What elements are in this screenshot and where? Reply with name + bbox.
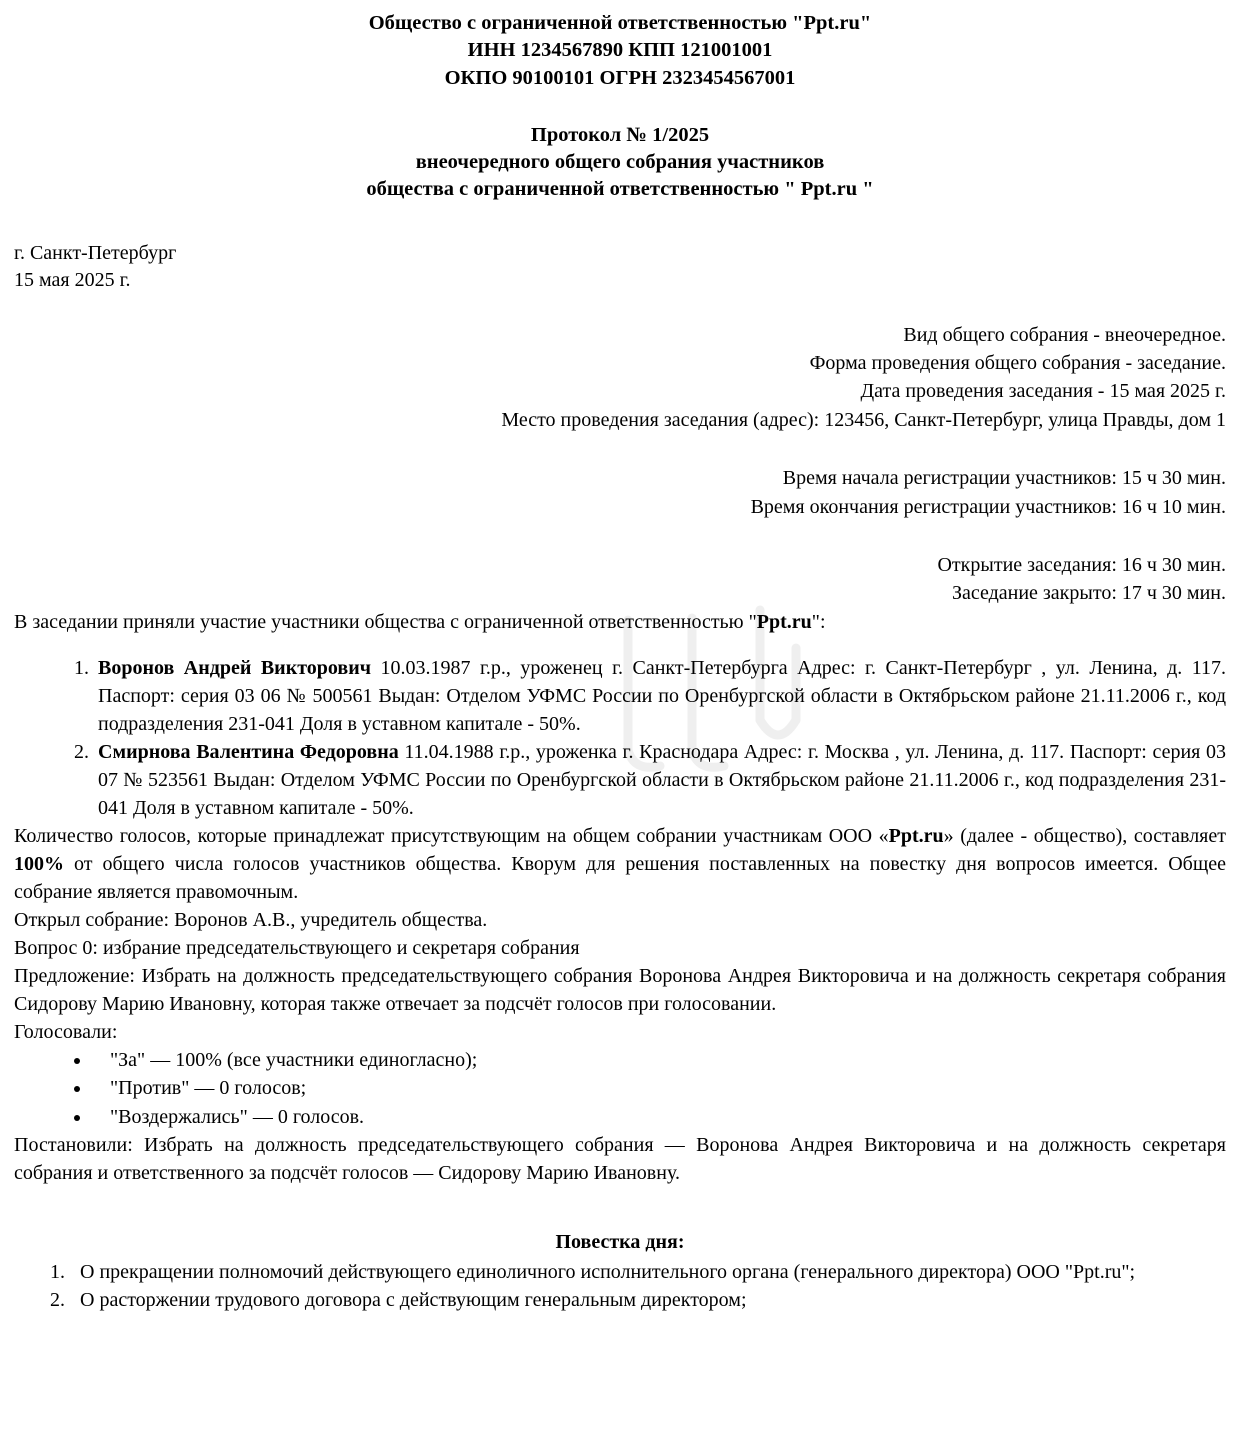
company-form-line: общества с ограниченной ответственностью " Ppt.ru " bbox=[366, 178, 874, 201]
list-item: • "Против" — 0 голосов; bbox=[92, 1074, 1226, 1102]
registration-start: Время начала регистрации участников: 15 ч 30 мин. bbox=[782, 467, 1226, 490]
participants-intro-prefix: В заседании приняли участие участники общества с ограниченной ответственностью " bbox=[14, 610, 757, 633]
list-item: • "Воздержались" — 0 голосов. bbox=[92, 1103, 1226, 1131]
session-open: Открытие заседания: 16 ч 30 мин. bbox=[937, 554, 1226, 577]
agenda-title: Повестка дня: bbox=[555, 1230, 685, 1253]
session-times-block bbox=[14, 551, 1226, 608]
date-label: 15 мая 2025 г. bbox=[14, 269, 131, 292]
quorum-company: Ppt.ru bbox=[888, 824, 944, 847]
question-zero-paragraph: Вопрос 0: избрание председательствующего и секретаря собрания bbox=[14, 936, 580, 959]
quorum-percent: 100% bbox=[14, 852, 64, 875]
city-label: г. Санкт-Петербург bbox=[14, 241, 177, 264]
votes-list bbox=[14, 1046, 1226, 1131]
list-item bbox=[94, 738, 1226, 822]
document-title bbox=[14, 122, 1226, 204]
okpo-ogrn-line: ОКПО 90100101 ОГРН 2323454567001 bbox=[444, 66, 796, 89]
place-and-date bbox=[14, 240, 1226, 295]
participants-intro bbox=[14, 608, 1226, 636]
meeting-meta-block bbox=[14, 321, 1226, 435]
list-item: 2. О расторжении трудового договора с действующим генеральным директором; bbox=[70, 1286, 1226, 1314]
meeting-date: Дата проведения заседания - 15 мая 2025 г. bbox=[860, 380, 1226, 403]
participants-list bbox=[14, 654, 1226, 822]
document-content bbox=[14, 0, 1226, 1314]
meeting-kind: Вид общего собрания - внеочередное. bbox=[903, 323, 1226, 346]
participant-name: Воронов Андрей Викторович bbox=[98, 656, 372, 679]
registration-times-block bbox=[14, 464, 1226, 521]
session-closed: Заседание закрыто: 17 ч 30 мин. bbox=[951, 582, 1226, 605]
voted-label: Голосовали: bbox=[14, 1020, 118, 1043]
participants-intro-suffix: ": bbox=[811, 610, 826, 633]
company-name-line: Общество с ограниченной ответственностью "Ppt.ru" bbox=[368, 12, 872, 34]
list-item: • "За" — 100% (все участники единогласно); bbox=[92, 1046, 1226, 1074]
quorum-paragraph bbox=[14, 822, 1226, 906]
participant-details: 11.04.1988 г.р., уроженка г. Краснодара Адрес: г. Москва , ул. Ленина, д. 117. Паспорт: серия 03 07 № 523561 Выдан: Отделом УФМС России по Оренбургской области в Октябрьском районе 21.11.2006 г., код подразделения 231-041 Доля в уставном капитале - 50%. bbox=[98, 740, 1227, 819]
quorum-part-2: » (далее - общество), составляет bbox=[943, 824, 1226, 847]
inn-kpp-line: ИНН 1234567890 КПП 121001001 bbox=[467, 39, 773, 62]
protocol-number: Протокол № 1/2025 bbox=[530, 123, 710, 146]
list-item: 1. О прекращении полномочий действующего единоличного исполнительного органа (генерального директора) ООО "Ppt.ru"; bbox=[70, 1258, 1226, 1286]
proposal-paragraph: Предложение: Избрать на должность председательствующего собрания Воронова Андрея Викторовича и на должность секретаря собрания Сидорову Марию Ивановну, которая также отвечает за подсчёт голосов при голосовании. bbox=[14, 964, 1226, 1015]
quorum-part-1: Количество голосов, которые принадлежат присутствующим на общем собрании участникам ООО « bbox=[14, 824, 889, 847]
resolution-paragraph: Постановили: Избрать на должность председательствующего собрания — Воронова Андрея Викторовича и на должность секретаря собрания и ответственного за подсчёт голосов — Сидорову Марию Ивановну. bbox=[14, 1133, 1226, 1184]
opened-by-paragraph: Открыл собрание: Воронов А.В., учредитель общества. bbox=[14, 908, 488, 931]
list-item bbox=[94, 654, 1226, 738]
agenda-list bbox=[14, 1258, 1226, 1314]
registration-end: Время окончания регистрации участников: 16 ч 10 мин. bbox=[750, 495, 1226, 518]
quorum-part-3: от общего числа голосов участников общества. Кворум для решения поставленных на повестку дня вопросов имеется. Общее собрание является правомочным. bbox=[14, 852, 1226, 903]
participant-details: 10.03.1987 г.р., уроженец г. Санкт-Петербурга Адрес: г. Санкт-Петербург , ул. Ленина, д. 117. Паспорт: серия 03 06 № 500561 Выдан: Отделом УФМС России по Оренбургской области в Октябрьском районе 21.11.2006 г., код подразделения 231-041 Доля в уставном капитале - 50%. bbox=[98, 656, 1226, 735]
participants-intro-company: Ppt.ru bbox=[756, 610, 812, 633]
meeting-type-line: внеочередного общего собрания участников bbox=[415, 151, 825, 173]
meeting-place: Место проведения заседания (адрес): 123456, Санкт-Петербург, улица Правды, дом 1 bbox=[501, 408, 1226, 431]
meeting-form: Форма проведения общего собрания - заседание. bbox=[809, 352, 1226, 375]
company-header bbox=[14, 0, 1226, 92]
participant-name: Смирнова Валентина Федоровна bbox=[98, 740, 399, 763]
